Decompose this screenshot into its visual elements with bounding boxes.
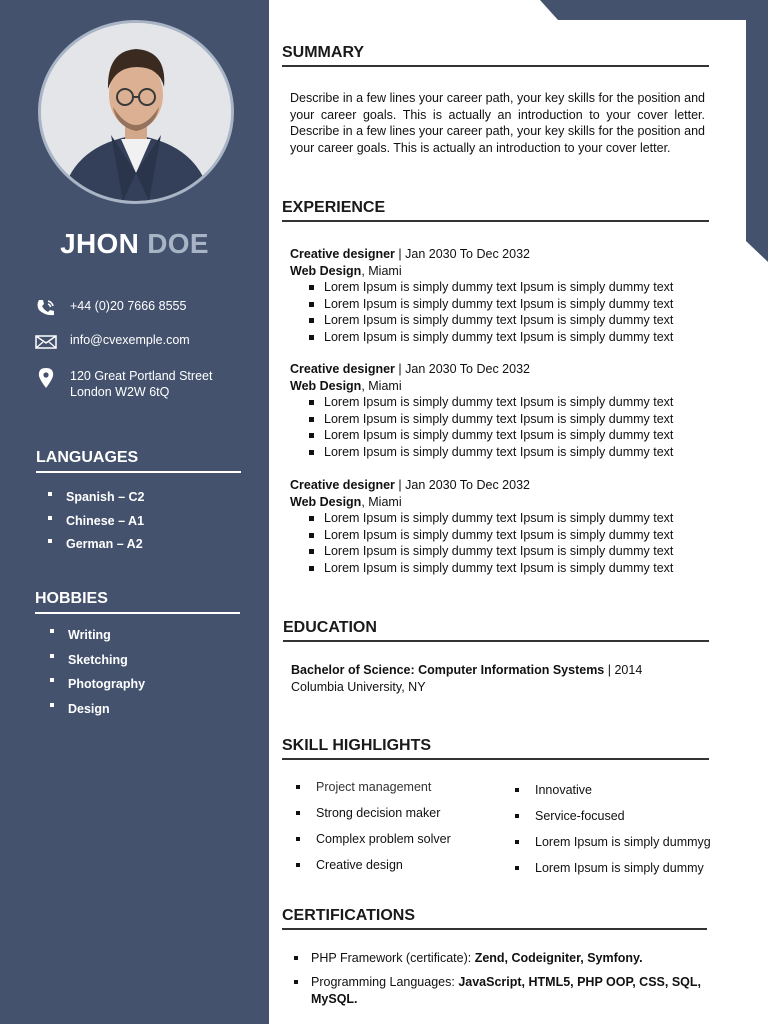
job-title-line: Creative designer | Jan 2030 To Dec 2032 — [290, 247, 530, 261]
summary-heading: SUMMARY — [282, 44, 709, 67]
job-bullet: Lorem Ipsum is simply dummy text Ipsum is simply dummy text — [290, 444, 710, 461]
skill-item: Service-focused — [515, 807, 711, 833]
job-city: Miami — [368, 378, 402, 393]
skill-item: Creative design — [296, 856, 451, 882]
job-title-line: Creative designer | Jan 2030 To Dec 2032 — [290, 362, 530, 376]
skill-item: Complex problem solver — [296, 830, 451, 856]
job-place-line: Web Design, Miami — [290, 263, 402, 278]
job-title-line: Creative designer | Jan 2030 To Dec 2032 — [290, 478, 530, 492]
contact-email — [34, 332, 259, 352]
contact-address — [34, 368, 259, 400]
job-field: Web Design — [290, 378, 362, 393]
skill-item: Innovative — [515, 781, 711, 807]
skill-item: Lorem Ipsum is simply dummy — [515, 859, 711, 885]
job-city: Miami — [368, 263, 402, 278]
address-line-2: London W2W 6tQ — [70, 385, 170, 399]
job-bullet: Lorem Ipsum is simply dummy text Ipsum is simply dummy text — [290, 543, 710, 560]
experience-entry — [290, 361, 710, 460]
job-bullets — [290, 394, 710, 460]
language-item: German – A2 — [48, 533, 145, 557]
school: Columbia University, NY — [291, 680, 426, 694]
language-item: Spanish – C2 — [48, 486, 145, 510]
phone-icon — [34, 298, 58, 318]
address-line-1: 120 Great Portland Street — [70, 369, 213, 383]
profile-name — [0, 228, 269, 260]
contact-phone — [34, 298, 259, 318]
cert-value: Zend, Codeigniter, Symfony. — [474, 951, 643, 965]
cert-label: Programming Languages: — [311, 975, 459, 989]
certifications-list — [294, 950, 714, 1015]
skills-heading: SKILL HIGHLIGHTS — [282, 737, 709, 760]
degree: Bachelor of Science: Computer Information Systems — [291, 663, 605, 677]
job-field: Web Design — [290, 263, 362, 278]
degree-year: 2014 — [614, 663, 643, 677]
job-bullet: Lorem Ipsum is simply dummy text Ipsum is simply dummy text — [290, 510, 710, 527]
degree-line: Bachelor of Science: Computer Information Systems | 2014 — [291, 663, 643, 677]
cert-label: PHP Framework (certificate): — [311, 951, 475, 965]
job-period: Jan 2030 To Dec 2032 — [405, 247, 530, 261]
cert-value: JavaScript, HTML5, PHP OOP, CSS, SQL, MySQL. — [311, 975, 701, 1006]
job-bullet: Lorem Ipsum is simply dummy text Ipsum is simply dummy text — [290, 560, 710, 577]
phone-text: +44 (0)20 7666 8555 — [70, 299, 187, 313]
languages-heading: LANGUAGES — [36, 449, 241, 473]
location-pin-icon — [34, 368, 58, 388]
hobby-item: Writing — [50, 623, 145, 648]
education-heading: EDUCATION — [283, 619, 709, 642]
job-role: Creative designer — [290, 478, 395, 492]
job-bullet: Lorem Ipsum is simply dummy text Ipsum is simply dummy text — [290, 427, 710, 444]
job-bullet: Lorem Ipsum is simply dummy text Ipsum is simply dummy text — [290, 312, 710, 329]
job-role: Creative designer — [290, 247, 395, 261]
summary-text: Describe in a few lines your career path, your key skills for the position and your career goals. This is actually an introduction to your cover letter. Describe in a few lines your career path, your key skills for the position and your career goals. This is actually an introduction to your cover letter. — [290, 91, 705, 155]
hobby-item: Design — [50, 697, 145, 722]
hobbies-heading: HOBBIES — [35, 590, 240, 614]
skills-list-right — [515, 781, 711, 885]
address-text — [70, 368, 212, 400]
certifications-heading: CERTIFICATIONS — [282, 907, 707, 930]
skill-item: Lorem Ipsum is simply dummyg — [515, 833, 711, 859]
experience-heading: EXPERIENCE — [282, 199, 709, 222]
certification-item — [294, 950, 714, 967]
language-item: Chinese – A1 — [48, 510, 145, 534]
email-text: info@cvexemple.com — [70, 333, 190, 347]
job-city: Miami — [368, 494, 402, 509]
job-role: Creative designer — [290, 362, 395, 376]
education-entry — [291, 662, 711, 696]
mail-icon — [34, 332, 58, 352]
last-name: DOE — [147, 228, 209, 259]
job-place-line: Web Design, Miami — [290, 494, 402, 509]
job-bullet: Lorem Ipsum is simply dummy text Ipsum is simply dummy text — [290, 279, 710, 296]
first-name: JHON — [60, 228, 140, 259]
certification-item — [294, 974, 714, 1008]
job-bullet: Lorem Ipsum is simply dummy text Ipsum is simply dummy text — [290, 394, 710, 411]
experience-entry — [290, 246, 710, 345]
job-bullet: Lorem Ipsum is simply dummy text Ipsum is simply dummy text — [290, 527, 710, 544]
skill-item: Project management — [296, 778, 451, 804]
job-bullets — [290, 510, 710, 576]
job-field: Web Design — [290, 494, 362, 509]
job-period: Jan 2030 To Dec 2032 — [405, 478, 530, 492]
job-place-line: Web Design, Miami — [290, 378, 402, 393]
languages-list — [48, 486, 145, 557]
job-bullets — [290, 279, 710, 345]
job-bullet: Lorem Ipsum is simply dummy text Ipsum is simply dummy text — [290, 296, 710, 313]
job-bullet: Lorem Ipsum is simply dummy text Ipsum is simply dummy text — [290, 329, 710, 346]
profile-photo — [38, 20, 234, 204]
skill-item: Strong decision maker — [296, 804, 451, 830]
job-period: Jan 2030 To Dec 2032 — [405, 362, 530, 376]
skills-list-left — [296, 778, 451, 882]
hobby-item: Photography — [50, 672, 145, 697]
job-bullet: Lorem Ipsum is simply dummy text Ipsum is simply dummy text — [290, 411, 710, 428]
hobbies-list — [50, 623, 145, 721]
hobby-item: Sketching — [50, 648, 145, 673]
experience-entry — [290, 477, 710, 576]
